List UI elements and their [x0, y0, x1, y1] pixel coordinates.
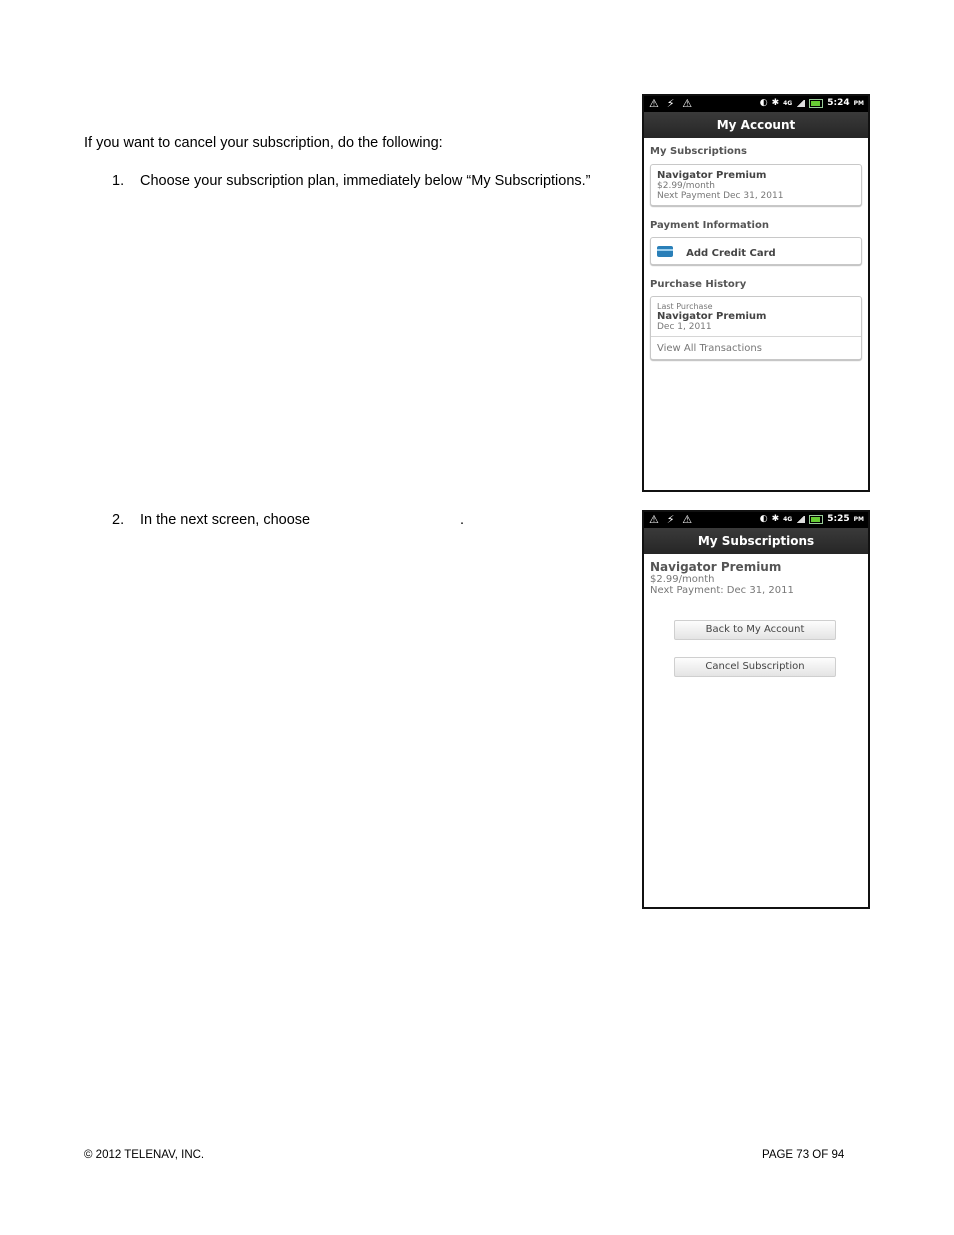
- view-all-transactions-item[interactable]: View All Transactions: [657, 343, 762, 354]
- signal-icon: [796, 100, 805, 107]
- status-ampm: PM: [853, 99, 864, 107]
- notification-icons: ⚠ ⚡ ⚠: [649, 513, 695, 526]
- status-icons: [760, 98, 864, 108]
- subscription-plan-item[interactable]: [650, 164, 862, 206]
- plan-name: Navigator Premium: [650, 560, 782, 574]
- subscriptions-label: My Subscriptions: [650, 146, 747, 157]
- screen-title: My Subscriptions: [644, 528, 868, 554]
- network-type: 4G: [783, 515, 793, 523]
- payment-label: Payment Information: [650, 220, 769, 231]
- my-subscriptions-screenshot: [642, 510, 870, 909]
- network-type: 4G: [783, 99, 793, 107]
- status-bar: [644, 512, 868, 528]
- intro-text: If you want to cancel your subscription, do the following:: [84, 135, 443, 151]
- plan-next-payment: Next Payment: Dec 31, 2011: [650, 585, 794, 596]
- status-ampm: PM: [853, 515, 864, 523]
- add-credit-card-item[interactable]: [650, 237, 862, 265]
- cancel-subscription-button[interactable]: Cancel Subscription: [674, 657, 836, 677]
- step-2-period: .: [460, 512, 465, 528]
- plan-next-payment: Next Payment Dec 31, 2011: [657, 191, 784, 201]
- sync-icon: ◐: [759, 514, 768, 524]
- subscription-details: [644, 554, 868, 596]
- plan-name: Navigator Premium: [657, 170, 767, 181]
- screen-title: My Account: [644, 112, 868, 138]
- signal-icon: [796, 516, 805, 523]
- battery-icon: [809, 515, 823, 524]
- bluetooth-icon: ✱: [771, 98, 780, 108]
- purchase-history-label: Purchase History: [650, 279, 747, 290]
- add-credit-card-label: Add Credit Card: [686, 248, 776, 259]
- last-purchase-item[interactable]: [651, 297, 861, 337]
- my-account-screenshot: [642, 94, 870, 492]
- plan-price: $2.99/month: [657, 181, 716, 191]
- plan-price: $2.99/month: [650, 574, 715, 585]
- battery-icon: [809, 99, 823, 108]
- step-2-text: In the next screen, choose: [140, 512, 311, 528]
- footer-page-number: PAGE 73 OF 94: [762, 1149, 845, 1161]
- purchase-history-card: [650, 296, 862, 360]
- step-1-text: Choose your subscription plan, immediately below “My Subscriptions.”: [140, 173, 591, 189]
- status-time: 5:25: [827, 514, 850, 524]
- status-time: 5:24: [827, 98, 850, 108]
- footer-copyright: © 2012 TELENAV, INC.: [84, 1149, 205, 1161]
- status-icons: [760, 514, 864, 524]
- credit-card-icon: [657, 246, 673, 257]
- bluetooth-icon: ✱: [771, 514, 780, 524]
- last-purchase-name: Navigator Premium: [657, 311, 767, 322]
- step-1-number: 1.: [112, 173, 125, 189]
- sync-icon: ◐: [759, 98, 768, 108]
- step-2-number: 2.: [112, 512, 125, 528]
- last-purchase-date: Dec 1, 2011: [657, 322, 712, 332]
- back-to-my-account-button[interactable]: Back to My Account: [674, 620, 836, 640]
- notification-icons: ⚠ ⚡ ⚠: [649, 97, 695, 110]
- last-purchase-label: Last Purchase: [657, 302, 713, 311]
- status-bar: [644, 96, 868, 112]
